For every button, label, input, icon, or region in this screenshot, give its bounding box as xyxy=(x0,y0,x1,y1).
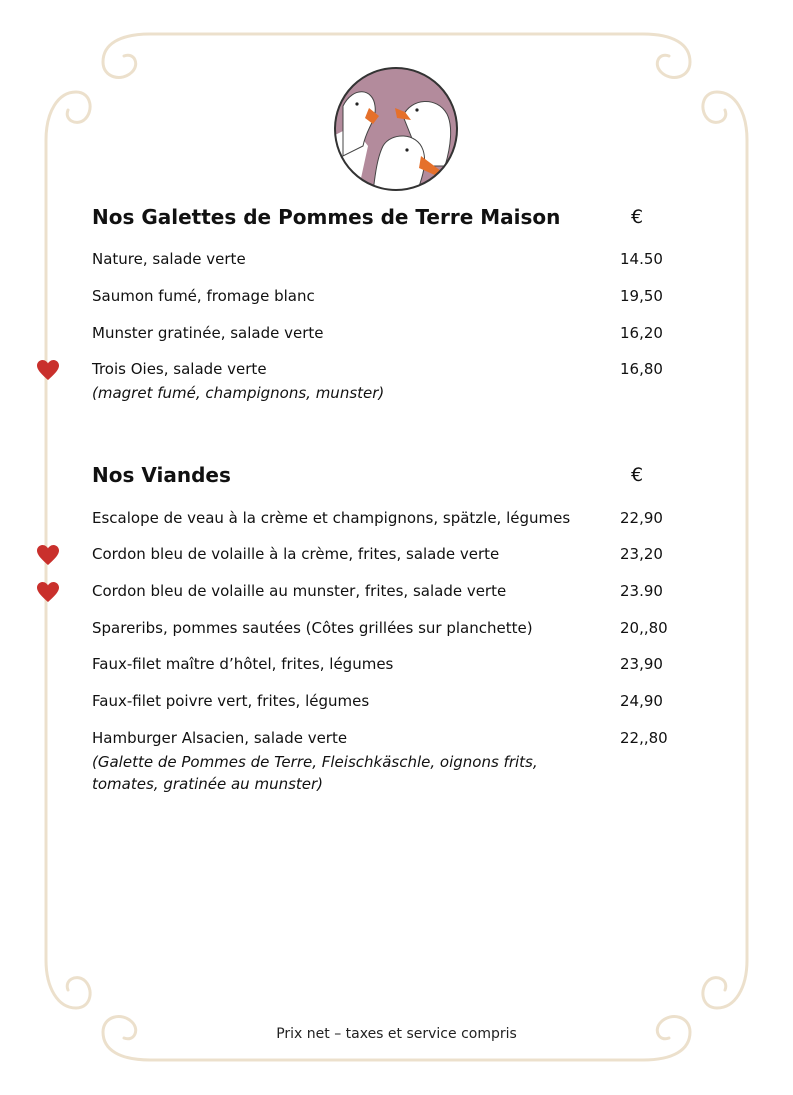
menu-item-price: 16,80 xyxy=(620,360,663,378)
menu-item-price: 14.50 xyxy=(620,250,663,268)
menu-item-note: (Galette de Pommes de Terre, Fleischkäschle, oignons frits, xyxy=(92,753,538,771)
menu-item-name: Spareribs, pommes sautées (Côtes grillées sur planchette) xyxy=(92,619,533,637)
menu-item-name: Cordon bleu de volaille à la crème, frites, salade verte xyxy=(92,545,500,563)
menu-item-price: 24,90 xyxy=(620,692,663,710)
menu-item-name: Munster gratinée, salade verte xyxy=(92,324,324,342)
menu-item-price: 22,,80 xyxy=(620,729,668,747)
section-title-viandes: Nos Viandes xyxy=(92,463,231,487)
heart-icon xyxy=(36,359,60,381)
menu-item-name: Hamburger Alsacien, salade verte xyxy=(92,729,348,747)
menu-item-price: 22,90 xyxy=(620,509,663,527)
menu-item-name: Nature, salade verte xyxy=(92,250,246,268)
menu-item-name: Trois Oies, salade verte xyxy=(92,360,267,378)
menu-item-name: Escalope de veau à la crème et champignons, spätzle, légumes xyxy=(92,509,571,527)
menu-item xyxy=(92,729,538,795)
menu-item-name: Faux-filet maître d’hôtel, frites, légumes xyxy=(92,655,394,673)
currency-symbol: € xyxy=(631,206,644,228)
menu-item-price: 23,20 xyxy=(620,545,663,563)
menu-item-note: (magret fumé, champignons, munster) xyxy=(92,384,385,402)
menu-item-name: Faux-filet poivre vert, frites, légumes xyxy=(92,692,370,710)
section-title-galettes: Nos Galettes de Pommes de Terre Maison xyxy=(92,205,561,229)
heart-icon xyxy=(36,544,60,566)
menu-item-price: 20,,80 xyxy=(620,619,668,637)
menu-item-note: tomates, gratinée au munster) xyxy=(92,775,324,793)
menu-item-name: Cordon bleu de volaille au munster, frites, salade verte xyxy=(92,582,507,600)
menu-item xyxy=(92,360,384,404)
menu-item-price: 23.90 xyxy=(620,582,663,600)
currency-symbol: € xyxy=(631,464,644,486)
menu-item-price: 23,90 xyxy=(620,655,663,673)
menu-item-name: Saumon fumé, fromage blanc xyxy=(92,287,315,305)
heart-icon xyxy=(36,581,60,603)
menu-item-price: 19,50 xyxy=(620,287,663,305)
three-geese-logo xyxy=(333,66,459,192)
footer-note: Prix net – taxes et service compris xyxy=(276,1026,517,1042)
menu-item-price: 16,20 xyxy=(620,324,663,342)
